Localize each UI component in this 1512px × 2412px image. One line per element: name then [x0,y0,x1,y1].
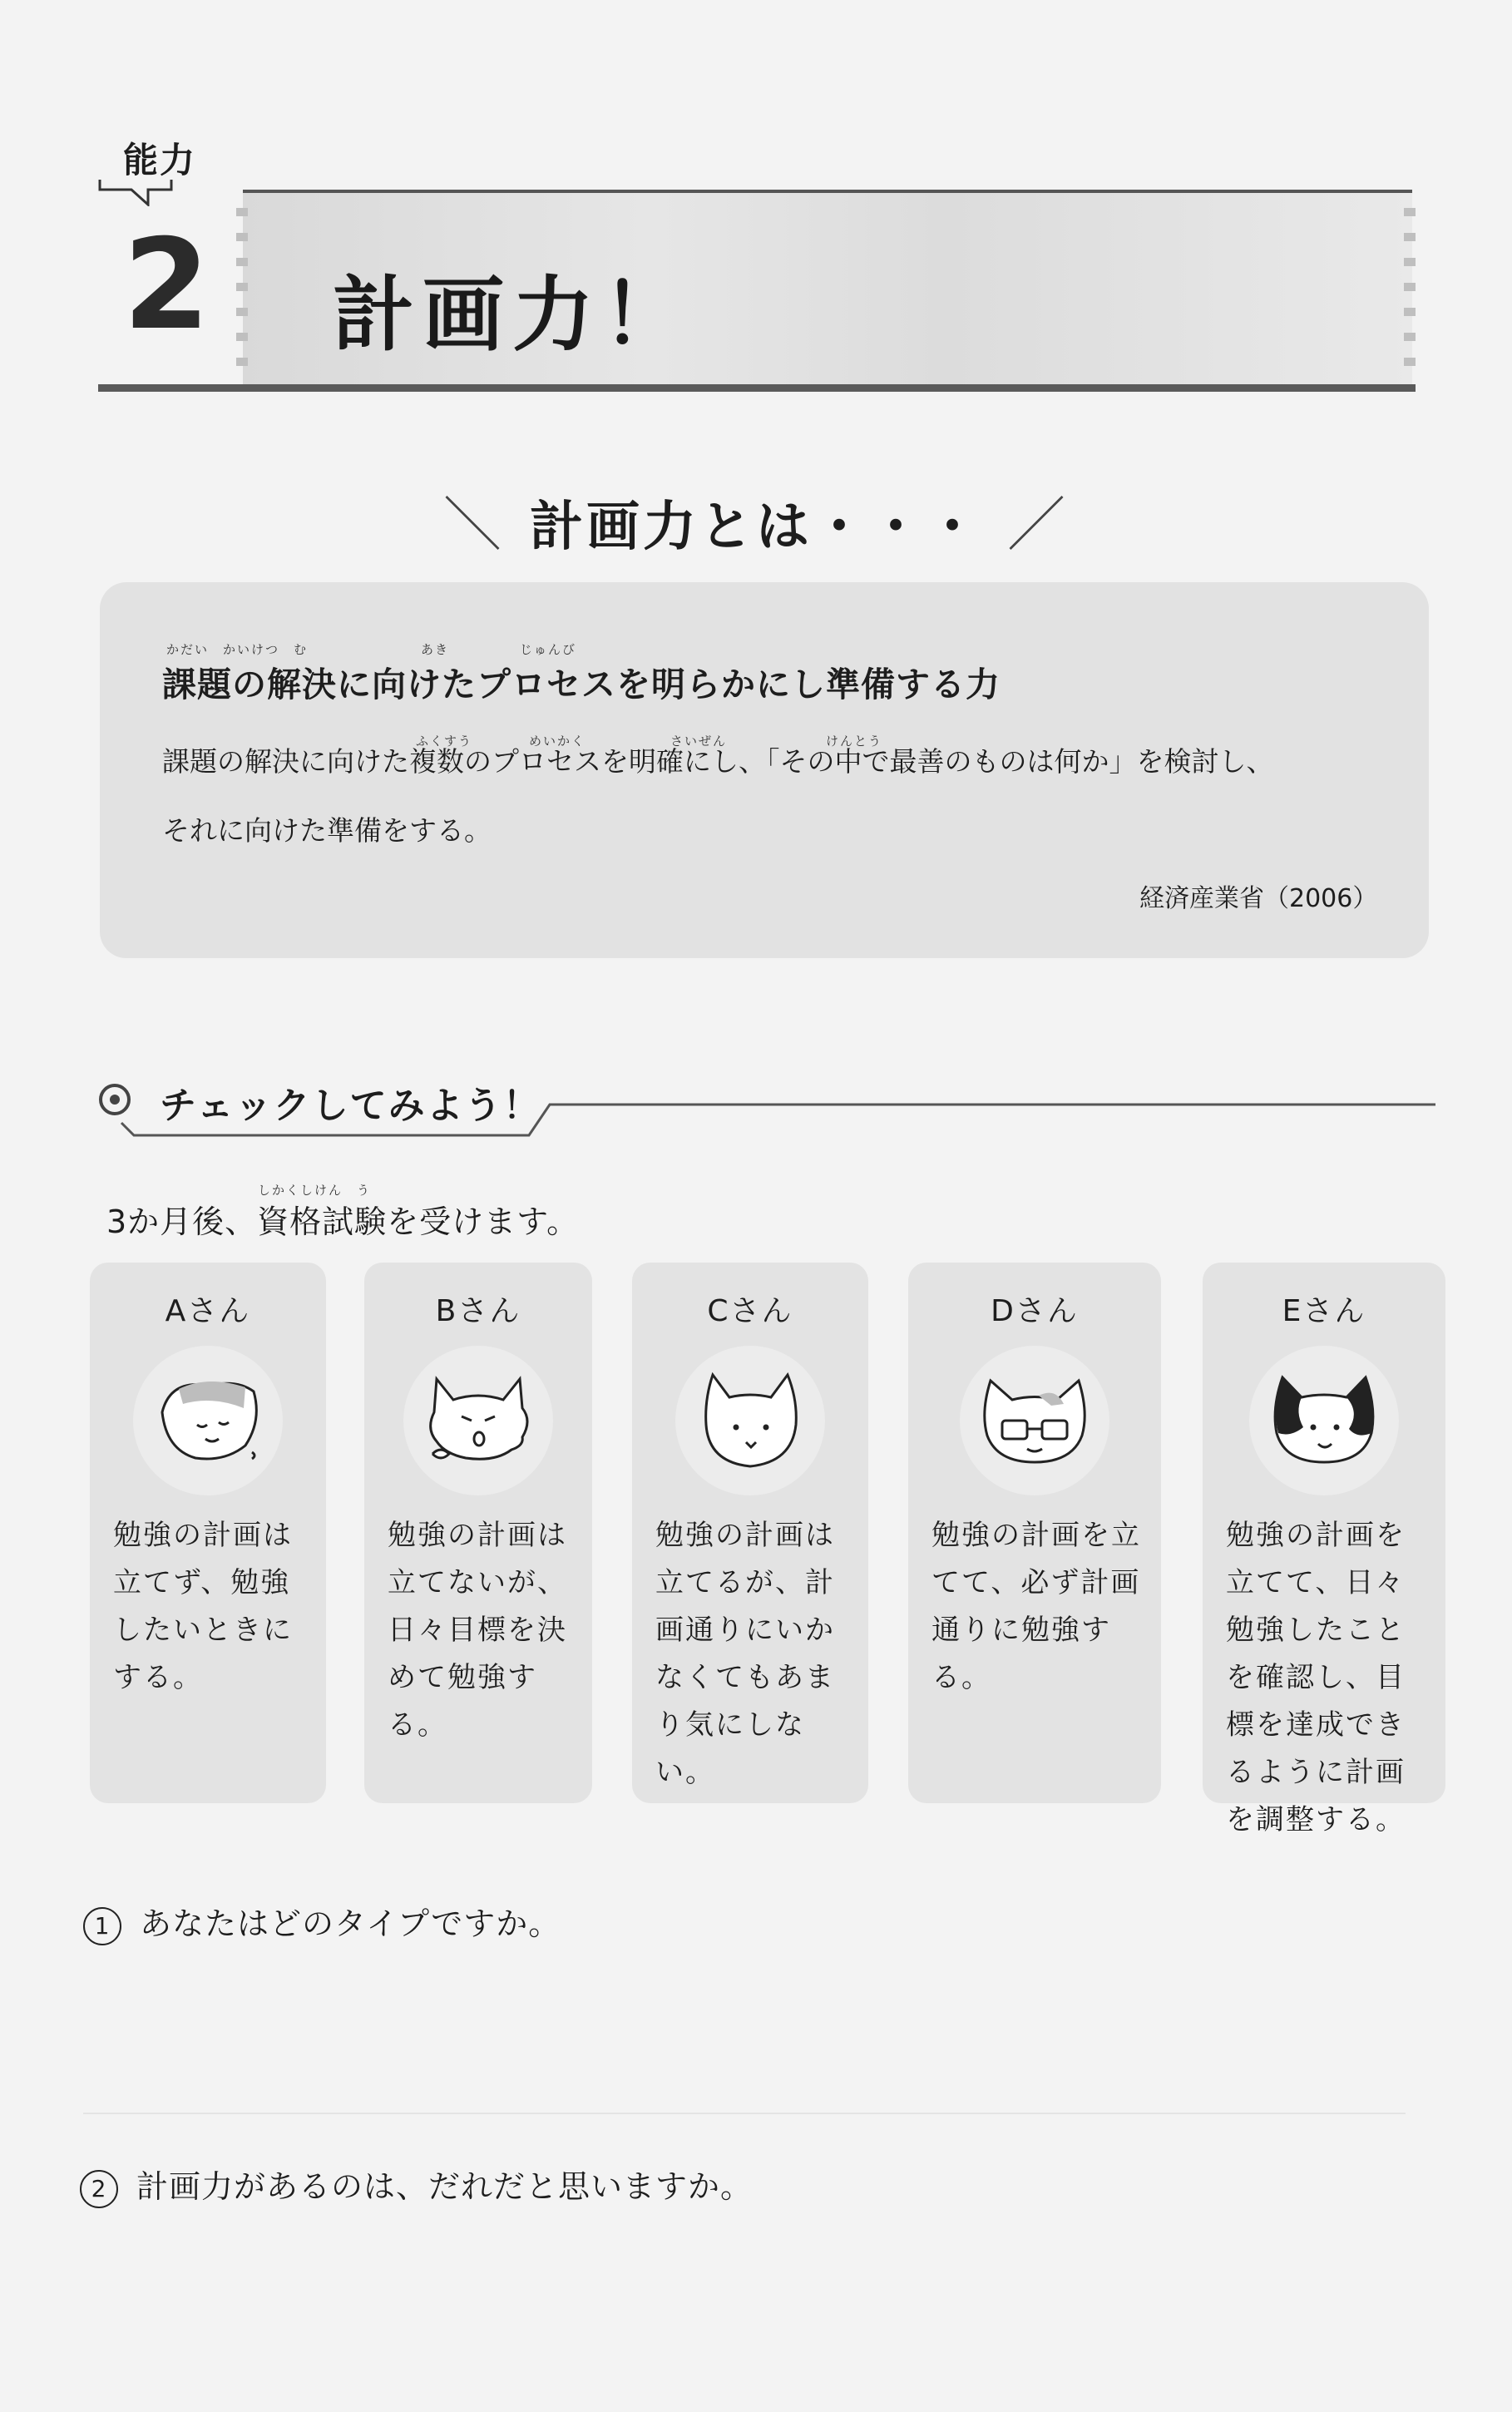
check-title: チェックしてみよう！ [160,1085,541,1127]
card-text: 勉強の計画は立てるが、計画通りにいかなくてもあまり気にしない。 [655,1519,835,1789]
ability-label: 能力 [123,140,197,180]
card-face-circle [675,1346,825,1495]
card-name: Bさん [435,1294,521,1328]
card-text: 勉強の計画は立てないが、日々目標を決めて勉強する。 [388,1519,567,1742]
question-1-text: あなたはどのタイプですか。 [140,1905,561,1942]
question-2 [80,2161,753,2208]
card-name: Cさん [707,1294,793,1328]
fluffy-cat-icon [416,1362,541,1479]
question-1 [83,1898,561,1945]
question-2-number: 2 [80,2170,118,2208]
person-card-d [908,1263,1161,1803]
magnifier-icon [96,1081,135,1120]
question-1-number: 1 [83,1907,121,1945]
page-title: 計画力！ [333,268,693,363]
title-band-dots-left [236,208,248,374]
definition-heading-row [0,478,1512,562]
header-rule [98,384,1416,392]
definition-body-line2: それに向けた準備をする。 [162,814,492,847]
answer-area-divider [83,2113,1406,2114]
card-name: Eさん [1282,1294,1366,1328]
person-card-a [90,1263,326,1803]
spotted-cat-icon [1262,1362,1386,1479]
card-face-circle [403,1346,553,1495]
card-name: Aさん [165,1294,251,1328]
card-name: Dさん [991,1294,1079,1328]
chapter-number: 2 [123,213,210,358]
card-face-circle [1249,1346,1399,1495]
card-text: 勉強の計画を立てて、必ず計画通りに勉強する。 [931,1519,1141,1694]
card-face-circle [133,1346,283,1495]
question-2-text: 計画力があるのは、だれだと思いますか。 [136,2168,754,2205]
person-card-e [1203,1263,1445,1836]
intro-text: 3か月後、資格試験を受けます。 [106,1204,580,1240]
sleeping-cat-icon [146,1362,270,1479]
definition-main-ruby: かだい かいけつ む あき じゅんび [166,642,577,657]
title-band-dots-right [1404,208,1416,374]
definition-body-line1: 課題の解決に向けた複数のプロセスを明確にし、「その中で最善のものは何か」を検討し、 [162,745,1274,778]
definition-body-ruby: ふくすう めいかく さいぜん けんとう [416,734,883,749]
intro-ruby: しかくしけん う [258,1183,372,1198]
person-card-b [364,1263,592,1803]
card-face-circle [960,1346,1109,1495]
person-card-c [632,1263,868,1803]
definition-source: 経済産業省（2006） [1139,884,1378,913]
card-text: 勉強の計画を立てて、日々勉強したことを確認し、目標を達成できるように計画を調整する。 [1226,1519,1406,1836]
definition-heading: 計画力とは・・・ [530,497,982,558]
ability-bracket [98,176,173,206]
glasses-cat-icon [972,1362,1097,1479]
definition-main: 課題の解決に向けたプロセスを明らかにし準備する力 [162,665,1001,704]
calm-cat-icon [688,1362,813,1479]
slash-right-icon: ／ [1007,491,1069,559]
slash-left-icon: ＼ [443,491,505,559]
card-text: 勉強の計画は立てず、勉強したいときにする。 [113,1519,293,1694]
